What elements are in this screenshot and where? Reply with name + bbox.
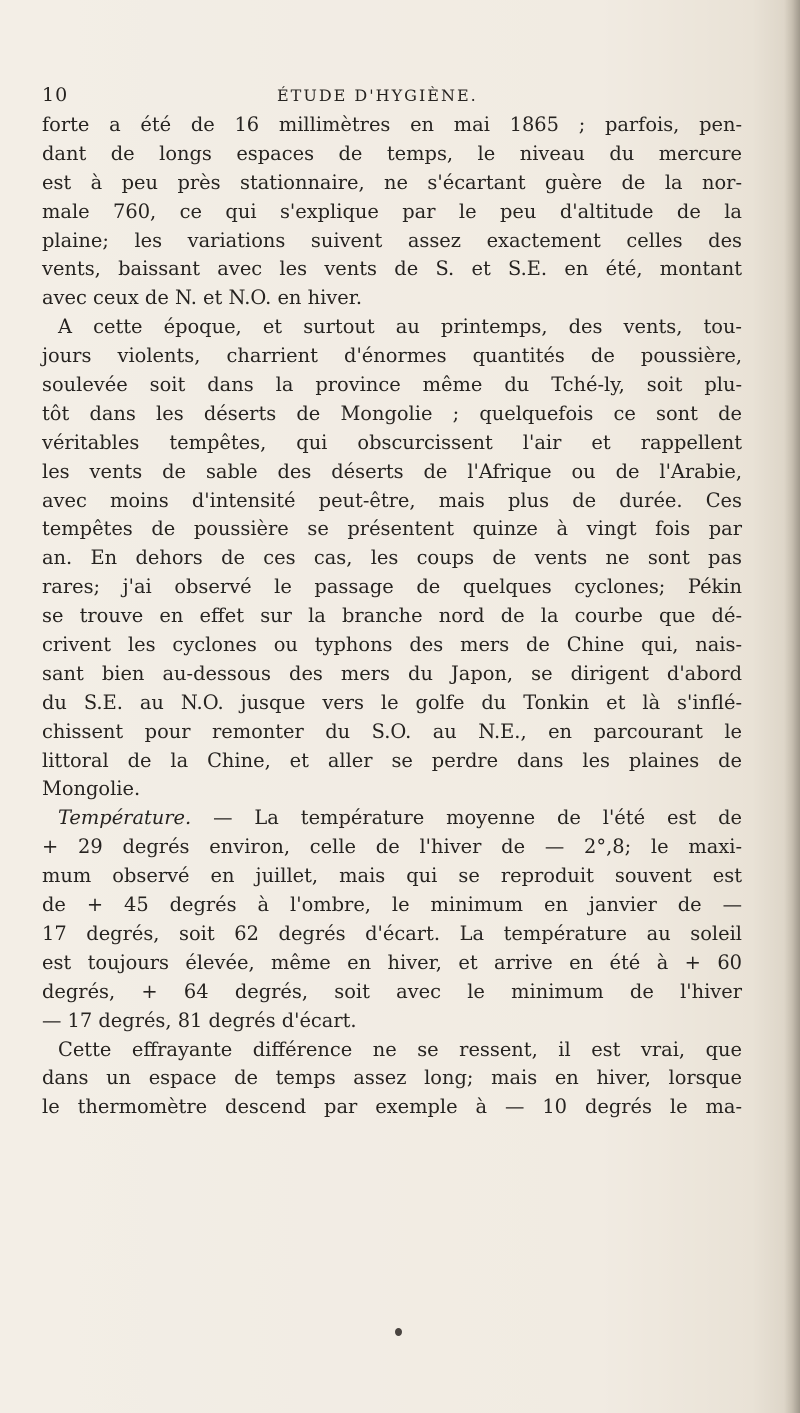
paragraph-1-line-3: est à peu près stationnaire, ne s'écartant guère de la nor- [42,170,742,194]
paragraph-3-line-7: degrés, + 64 degrés, soit avec le minimum de l'hiver [42,979,742,1003]
paragraph-3-line-5: 17 degrés, soit 62 degrés d'écart. La température au soleil [42,921,742,945]
paragraph-3-line-8: — 17 degrés, 81 degrés d'écart. [42,1008,357,1032]
paragraph-2-line-11: se trouve en effet sur la branche nord de la courbe que dé- [42,604,742,628]
body-text [42,111,742,1122]
paragraph-2-line-7: avec moins d'intensité peut-être, mais plus de durée. Ces [42,488,742,512]
page-header [42,84,742,114]
page-number: 10 [42,84,69,106]
paragraph-4-line-2: dans un espace de temps assez long; mais en hiver, lorsque [42,1066,742,1090]
paragraph-4-line-3: le thermomètre descend par exemple à — 10 degrés le ma- [42,1095,742,1119]
paragraph-2-line-3: soulevée soit dans la province même du Tché-ly, soit plu- [42,373,742,397]
paragraph-2-line-17: Mongolie. [42,777,141,801]
paragraph-3-line-1-text: — La température moyenne de l'été est de [191,806,742,830]
paragraph-4-line-1: Cette effrayante différence ne se ressent, il est vrai, que [58,1037,742,1061]
paragraph-3-line-6: est toujours élevée, même en hiver, et arrive en été à + 60 [42,950,742,974]
paragraph-3-line-3: mum observé en juillet, mais qui se reproduit souvent est [42,864,742,888]
paragraph-2-line-10: rares; j'ai observé le passage de quelques cyclones; Pékin [42,575,742,599]
paragraph-2-line-5: véritables tempêtes, qui obscurcissent l'air et rappellent [42,430,742,454]
paragraph-2-line-9: an. En dehors de ces cas, les coups de vents ne sont pas [42,546,742,570]
paragraph-3-line-1 [42,804,742,833]
paragraph-2-line-8: tempêtes de poussière se présentent quinze à vingt fois par [42,517,742,541]
paragraph-3-line-4: de + 45 degrés à l'ombre, le minimum en janvier de — [42,893,742,917]
paragraph-2-line-1: A cette époque, et surtout au printemps, des vents, tou- [58,315,742,339]
paragraph-2-line-6: les vents de sable des déserts de l'Afrique ou de l'Arabie, [42,459,742,483]
paragraph-1-line-1: forte a été de 16 millimètres en mai 1865 ; parfois, pen- [42,113,742,136]
paragraph-2-line-12: crivent les cyclones ou typhons des mers de Chine qui, nais- [42,633,742,657]
paragraph-2-line-4: tôt dans les déserts de Mongolie ; quelquefois ce sont de [42,401,742,425]
paragraph-1-line-5: plaine; les variations suivent assez exactement celles des [42,228,742,252]
paragraph-2-line-2: jours violents, charrient d'énormes quantités de poussière, [42,344,742,368]
paragraph-1-line-4: male 760, ce qui s'explique par le peu d'altitude de la [42,199,742,223]
paragraph-2-line-15: chissent pour remonter du S.O. au N.E., en parcourant le [42,719,742,743]
paragraph-2-line-13: sant bien au-dessous des mers du Japon, se dirigent d'abord [42,661,742,685]
running-title: ÉTUDE D'HYGIÈNE. [277,86,478,105]
paragraph-3-line-2: + 29 degrés environ, celle de l'hiver de — 2°,8; le maxi- [42,835,742,859]
paragraph-2-line-16: littoral de la Chine, et aller se perdre dans les plaines de [42,748,742,772]
paragraph-2-line-14: du S.E. au N.O. jusque vers le golfe du Tonkin et là s'inflé- [42,690,742,714]
page-edge-shadow [784,0,800,1413]
section-heading: Température. [58,806,192,830]
ink-dot [395,1328,402,1336]
paragraph-1-line-6: vents, baissant avec les vents de S. et S.E. en été, montant [42,257,742,281]
paragraph-1-line-7: avec ceux de N. et N.O. en hiver. [42,286,362,310]
paragraph-1-line-2: dant de longs espaces de temps, le niveau du mercure [42,141,742,165]
